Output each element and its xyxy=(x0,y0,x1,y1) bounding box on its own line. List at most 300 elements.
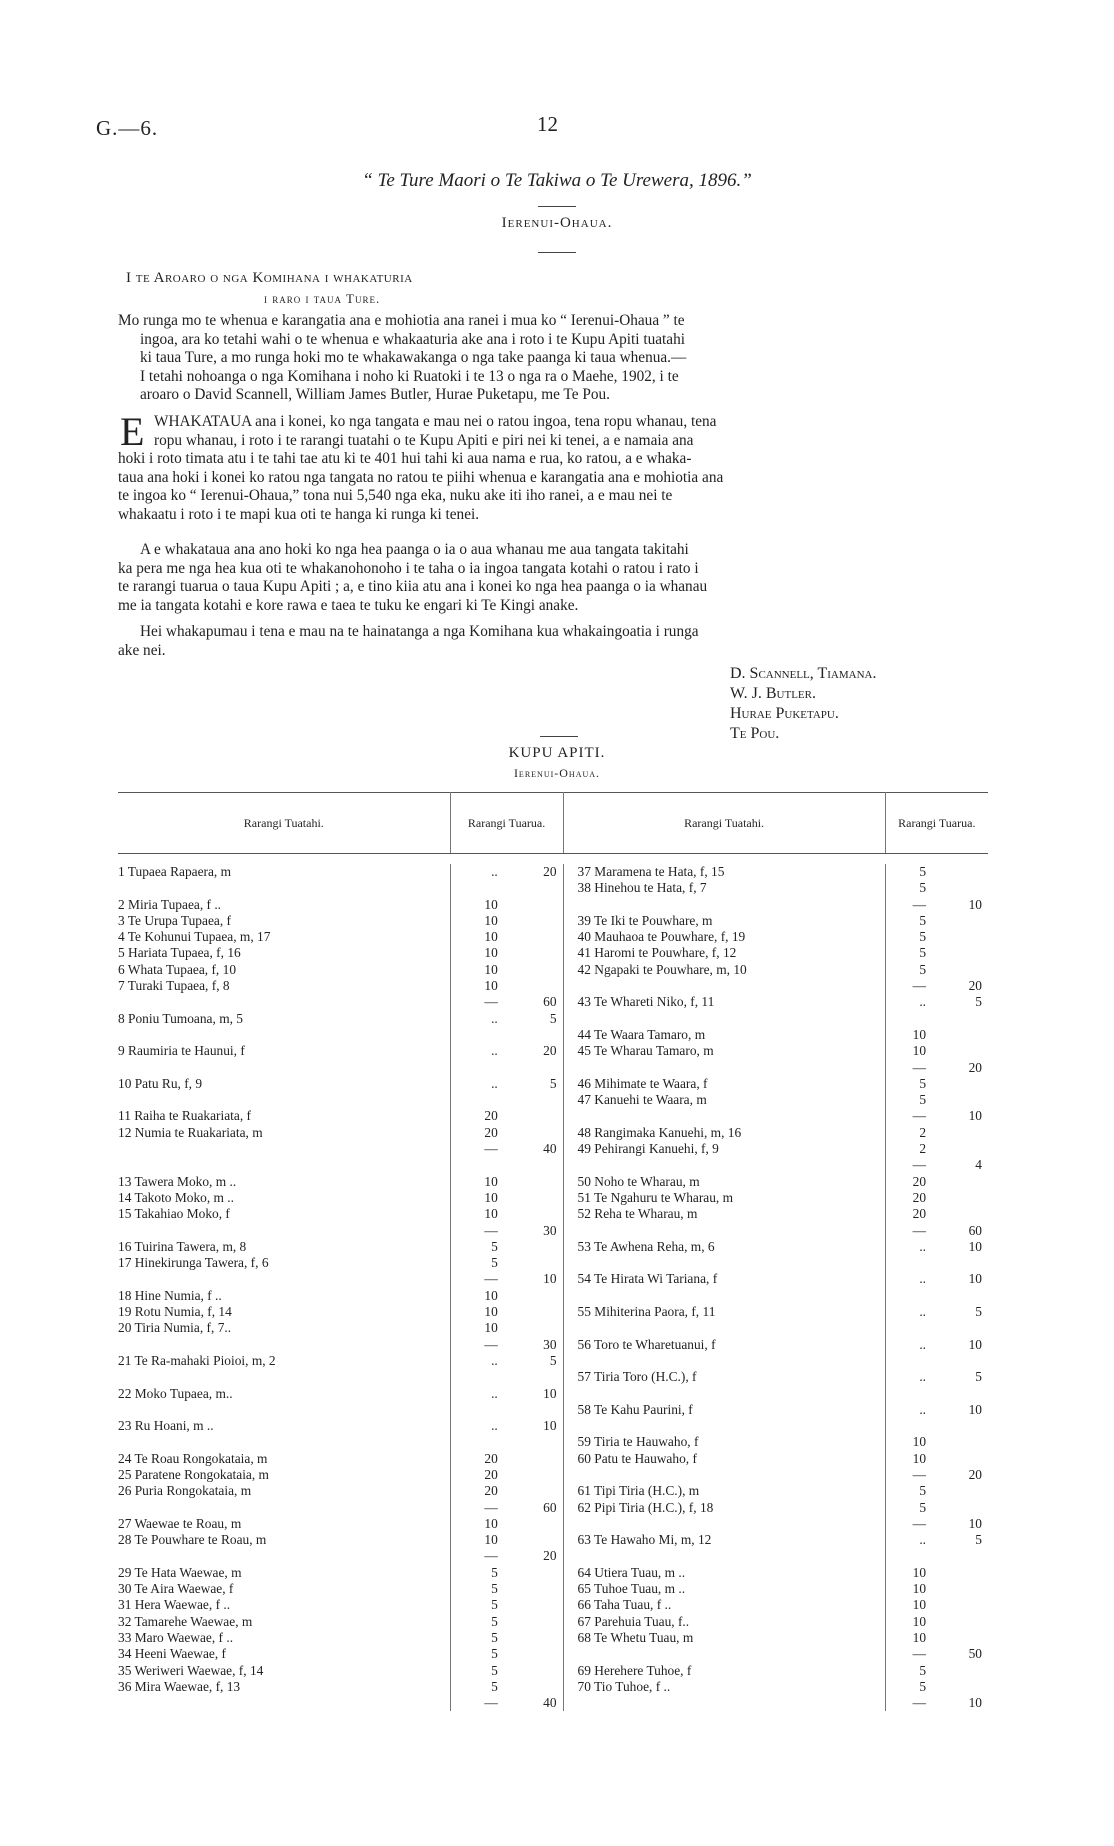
table-row xyxy=(118,1125,988,1141)
right-family-share xyxy=(932,1548,988,1564)
left-family-share xyxy=(504,1516,563,1532)
right-individual-share: .. xyxy=(919,1271,927,1287)
table-row xyxy=(118,1011,988,1027)
right-individual-share: 10 xyxy=(912,1629,927,1645)
right-family-share xyxy=(932,1581,988,1597)
right-family-share: 10 xyxy=(968,1238,982,1254)
left-family-share xyxy=(504,1483,563,1499)
left-name-cell: 34 Heeni Waewae, f xyxy=(118,1646,226,1662)
left-name-cell: 8 Poniu Tumoana, m, 5 xyxy=(118,1010,244,1026)
left-family-share xyxy=(504,1125,563,1141)
table-row xyxy=(118,978,988,994)
table-row xyxy=(118,1141,988,1157)
leader-dots xyxy=(426,1548,451,1564)
divider xyxy=(538,252,576,253)
leader-dots xyxy=(426,1695,451,1711)
left-name-cell xyxy=(118,880,426,896)
right-individual-share: — xyxy=(912,1466,927,1482)
left-name-cell xyxy=(118,1223,426,1239)
intro-line-1: I te Aroaro o nga Komihana i whakaturia xyxy=(126,270,413,286)
left-family-share xyxy=(504,1239,563,1255)
right-family-share xyxy=(932,1500,988,1516)
shares-line: ka pera me nga hea kua oti te whakanohonoho i te taha o ia ingoa tangata kotahi o ratou i rato i xyxy=(118,559,699,577)
leader-dots xyxy=(854,1320,885,1336)
leader-dots xyxy=(426,1239,451,1255)
table-row xyxy=(118,1679,988,1695)
right-individual-share: 10 xyxy=(912,1434,927,1450)
right-family-share: 5 xyxy=(975,1304,982,1320)
table-row xyxy=(118,1451,988,1467)
right-family-share xyxy=(932,1141,988,1157)
right-family-share: 5 xyxy=(975,1532,982,1548)
table-row xyxy=(118,1271,988,1287)
right-individual-share xyxy=(885,1255,932,1271)
left-name-cell: 12 Numia te Ruakariata, m xyxy=(118,1124,263,1140)
right-individual-share: — xyxy=(912,1108,927,1124)
order-line: WHAKATAUA ana i konei, ko nga tangata e mau nei o ratou ingoa, tena ropu whanau, tena xyxy=(154,413,717,430)
right-individual-share: 10 xyxy=(912,1613,927,1629)
right-name-cell: 68 Te Whetu Tuau, m xyxy=(577,1629,694,1645)
leader-dots xyxy=(854,994,885,1010)
leader-dots xyxy=(854,913,885,929)
leader-dots xyxy=(854,962,885,978)
left-individual-share: — xyxy=(484,994,498,1010)
left-name-cell: 18 Hine Numia, f .. xyxy=(118,1287,222,1303)
header-rarangi-tuarua-right: Rarangi Tuarua. xyxy=(885,793,988,854)
page-number: 12 xyxy=(537,112,558,136)
leader-dots xyxy=(426,1353,451,1369)
right-family-share xyxy=(932,1027,988,1043)
right-individual-share: 10 xyxy=(912,1026,927,1042)
left-individual-share: .. xyxy=(491,864,498,879)
leader-dots xyxy=(854,1011,885,1027)
right-family-share xyxy=(932,1190,988,1206)
leader-dots xyxy=(854,1630,885,1646)
table-row xyxy=(118,1288,988,1304)
left-name-cell: 31 Hera Waewae, f .. xyxy=(118,1597,231,1613)
left-name-cell: 2 Miria Tupaea, f .. xyxy=(118,896,222,912)
leader-dots xyxy=(854,1223,885,1239)
right-individual-share: 5 xyxy=(919,1678,927,1694)
leader-dots xyxy=(426,1141,451,1157)
right-name-cell xyxy=(563,897,854,913)
leader-dots xyxy=(426,1630,451,1646)
left-individual-share: 20 xyxy=(484,1450,498,1466)
table-row xyxy=(118,1076,988,1092)
leader-dots xyxy=(854,1043,885,1059)
left-family-share xyxy=(504,1679,563,1695)
left-individual-share: .. xyxy=(491,1352,498,1368)
right-individual-share: 10 xyxy=(912,1043,927,1059)
leader-dots xyxy=(426,913,451,929)
signatory: Te Pou. xyxy=(730,725,780,742)
left-family-share xyxy=(504,1108,563,1124)
right-name-cell xyxy=(563,1157,854,1173)
table-row xyxy=(118,1402,988,1418)
leader-dots xyxy=(854,1548,885,1564)
leader-dots xyxy=(426,1451,451,1467)
right-name-cell: 58 Te Kahu Paurini, f xyxy=(577,1401,693,1417)
right-individual-share: — xyxy=(912,1695,927,1711)
right-individual-share: 20 xyxy=(912,1173,927,1189)
right-individual-share: 2 xyxy=(919,1124,927,1140)
left-family-share: 5 xyxy=(504,1011,563,1027)
table-row xyxy=(118,864,988,880)
leader-dots xyxy=(854,1451,885,1467)
left-individual-share: 10 xyxy=(484,1206,498,1222)
right-individual-share xyxy=(885,1418,932,1434)
right-family-share xyxy=(932,1092,988,1108)
right-name-cell xyxy=(563,1060,854,1076)
right-name-cell: 47 Kanuehi te Waara, m xyxy=(577,1092,707,1108)
left-family-share xyxy=(504,1206,563,1222)
left-family-share xyxy=(504,1614,563,1630)
left-family-share: 20 xyxy=(504,864,563,880)
right-name-cell: 41 Haromi te Pouwhare, f, 12 xyxy=(577,945,737,961)
leader-dots xyxy=(854,1108,885,1124)
right-individual-share: 5 xyxy=(919,864,927,879)
left-family-share xyxy=(504,1060,563,1076)
right-name-cell xyxy=(563,1320,854,1336)
right-name-cell xyxy=(563,1418,854,1434)
table-row xyxy=(118,1548,988,1564)
table-row xyxy=(118,1043,988,1059)
leader-dots xyxy=(426,1483,451,1499)
leader-dots xyxy=(426,1565,451,1581)
right-name-cell: 59 Tiria te Hauwaho, f xyxy=(577,1434,699,1450)
right-family-share: 20 xyxy=(968,978,982,994)
leader-dots xyxy=(854,1500,885,1516)
left-name-cell: 27 Waewae te Roau, m xyxy=(118,1515,242,1531)
left-family-share xyxy=(504,978,563,994)
left-individual-share: — xyxy=(484,1695,498,1711)
leader-dots xyxy=(854,1353,885,1369)
leader-dots xyxy=(426,1337,451,1353)
leader-dots xyxy=(426,1386,451,1402)
leader-dots xyxy=(426,1125,451,1141)
left-family-share xyxy=(504,1565,563,1581)
right-individual-share: .. xyxy=(919,994,927,1010)
header-rarangi-tuarua-left: Rarangi Tuarua. xyxy=(450,793,563,854)
leader-dots xyxy=(426,1597,451,1613)
right-name-cell: 65 Tuhoe Tuau, m .. xyxy=(577,1581,686,1597)
left-family-share xyxy=(504,1402,563,1418)
right-individual-share: 2 xyxy=(919,1141,927,1157)
leader-dots xyxy=(426,1255,451,1271)
right-individual-share: 10 xyxy=(912,1581,927,1597)
right-family-share xyxy=(932,945,988,961)
leader-dots xyxy=(426,1076,451,1092)
left-name-cell xyxy=(118,1337,426,1353)
left-family-share: 60 xyxy=(504,994,563,1010)
order-line: whakaatu i roto i te mapi kua oti te hanga ki runga ki tenei. xyxy=(118,505,480,523)
left-family-share xyxy=(504,1255,563,1271)
right-family-share xyxy=(932,864,988,880)
page-reference: G.—6. xyxy=(96,116,159,140)
right-family-share: 60 xyxy=(968,1222,982,1238)
table-header-row xyxy=(118,793,988,854)
signatory: W. J. Butler. xyxy=(730,685,816,702)
left-name-cell: 24 Te Roau Rongokataia, m xyxy=(118,1450,268,1466)
shares-line: A e whakataua ana ano hoki ko nga hea paanga o ia o aua whanau me aua tangata takitahi xyxy=(140,541,689,558)
table-row xyxy=(118,1190,988,1206)
leader-dots xyxy=(426,1663,451,1679)
table-row xyxy=(118,1369,988,1385)
left-name-cell: 30 Te Aira Waewae, f xyxy=(118,1581,234,1597)
leader-dots xyxy=(854,1027,885,1043)
leader-dots xyxy=(426,1679,451,1695)
leader-dots xyxy=(426,1646,451,1662)
left-name-cell: 10 Patu Ru, f, 9 xyxy=(118,1075,203,1091)
left-individual-share: 5 xyxy=(491,1678,498,1694)
left-name-cell xyxy=(118,1027,426,1043)
right-family-share xyxy=(932,1353,988,1369)
right-individual-share xyxy=(885,1011,932,1027)
left-family-share xyxy=(504,880,563,896)
leader-dots xyxy=(854,1614,885,1630)
left-individual-share: — xyxy=(484,1336,498,1352)
table-row xyxy=(118,1630,988,1646)
table-row xyxy=(118,1434,988,1450)
right-name-cell: 42 Ngapaki te Pouwhare, m, 10 xyxy=(577,961,747,977)
leader-dots xyxy=(426,1060,451,1076)
right-name-cell: 51 Te Ngahuru te Wharau, m xyxy=(577,1189,734,1205)
right-name-cell: 63 Te Hawaho Mi, m, 12 xyxy=(577,1532,712,1548)
left-individual-share: 5 xyxy=(491,1629,498,1645)
table-row xyxy=(118,1565,988,1581)
left-individual-share: 10 xyxy=(484,1304,498,1320)
right-family-share xyxy=(932,1011,988,1027)
right-name-cell: 37 Maramena te Hata, f, 15 xyxy=(577,864,725,879)
leader-dots xyxy=(426,1434,451,1450)
right-individual-share: 5 xyxy=(919,880,927,896)
left-family-share xyxy=(504,913,563,929)
right-name-cell xyxy=(563,978,854,994)
attestation-line: ake nei. xyxy=(118,641,166,659)
right-name-cell: 49 Pehirangi Kanuehi, f, 9 xyxy=(577,1141,719,1157)
right-name-cell: 53 Te Awhena Reha, m, 6 xyxy=(577,1238,715,1254)
left-family-share: 20 xyxy=(504,1548,563,1564)
right-individual-share: — xyxy=(912,1222,927,1238)
table-row xyxy=(118,1386,988,1402)
leader-dots xyxy=(854,1206,885,1222)
left-name-cell: 17 Hinekirunga Tawera, f, 6 xyxy=(118,1255,269,1271)
leader-dots xyxy=(854,1418,885,1434)
left-name-cell: 25 Paratene Rongokataia, m xyxy=(118,1466,269,1482)
right-name-cell xyxy=(563,1467,854,1483)
right-family-share xyxy=(932,1076,988,1092)
right-name-cell: 45 Te Wharau Tamaro, m xyxy=(577,1043,714,1059)
left-family-share xyxy=(504,1597,563,1613)
left-family-share: 10 xyxy=(504,1386,563,1402)
right-family-share xyxy=(932,1679,988,1695)
left-individual-share: 10 xyxy=(484,961,498,977)
right-name-cell xyxy=(563,1011,854,1027)
left-individual-share: 20 xyxy=(484,1124,498,1140)
right-name-cell: 64 Utiera Tuau, m .. xyxy=(577,1564,686,1580)
right-family-share xyxy=(932,1614,988,1630)
leader-dots xyxy=(854,978,885,994)
table-row xyxy=(118,1223,988,1239)
preamble-paragraph xyxy=(118,312,988,405)
leader-dots xyxy=(854,1516,885,1532)
left-individual-share: 10 xyxy=(484,1515,498,1531)
left-individual-share xyxy=(450,1402,504,1418)
right-family-share xyxy=(932,1418,988,1434)
right-individual-share: — xyxy=(912,1646,927,1662)
left-individual-share: 5 xyxy=(491,1662,498,1678)
preamble-line: aroaro o David Scannell, William James Butler, Hurae Puketapu, me Te Pou. xyxy=(140,386,610,404)
table-row xyxy=(118,1646,988,1662)
left-individual-share: — xyxy=(484,1548,498,1564)
right-name-cell: 44 Te Waara Tamaro, m xyxy=(577,1026,706,1042)
right-individual-share: 5 xyxy=(919,1092,927,1108)
left-individual-share xyxy=(450,880,504,896)
left-family-share xyxy=(504,1174,563,1190)
left-individual-share: 5 xyxy=(491,1238,498,1254)
left-family-share xyxy=(504,929,563,945)
right-name-cell: 40 Mauhaoa te Pouwhare, f, 19 xyxy=(577,929,746,945)
leader-dots xyxy=(854,1532,885,1548)
right-individual-share: 5 xyxy=(919,945,927,961)
left-name-cell xyxy=(118,1500,426,1516)
right-individual-share: .. xyxy=(919,1304,927,1320)
right-family-share xyxy=(932,880,988,896)
left-individual-share: 10 xyxy=(484,1189,498,1205)
schedule-body xyxy=(118,864,988,1711)
right-name-cell: 66 Taha Tuau, f .. xyxy=(577,1597,672,1613)
leader-dots xyxy=(426,962,451,978)
leader-dots xyxy=(854,1288,885,1304)
left-individual-share: 5 xyxy=(491,1597,498,1613)
right-individual-share: 5 xyxy=(919,961,927,977)
leader-dots xyxy=(426,1516,451,1532)
leader-dots xyxy=(854,897,885,913)
left-family-share xyxy=(504,1190,563,1206)
leader-dots xyxy=(854,880,885,896)
left-family-share: 5 xyxy=(504,1076,563,1092)
table-row xyxy=(118,1500,988,1516)
left-individual-share: 5 xyxy=(491,1255,498,1271)
left-name-cell: 33 Maro Waewae, f .. xyxy=(118,1629,234,1645)
table-row xyxy=(118,1206,988,1222)
table-row xyxy=(118,1027,988,1043)
left-name-cell xyxy=(118,1092,426,1108)
left-name-cell: 3 Te Urupa Tupaea, f xyxy=(118,912,231,928)
left-individual-share: 10 xyxy=(484,1287,498,1303)
left-individual-share: .. xyxy=(491,1075,498,1091)
right-name-cell: 55 Mihiterina Paora, f, 11 xyxy=(577,1304,716,1320)
right-name-cell: 48 Rangimaka Kanuehi, m, 16 xyxy=(577,1124,742,1140)
shares-line: me ia tangata kotahi e kore rawa e taea te tuku ke engari ki Te Kingi anake. xyxy=(118,596,579,614)
table-row xyxy=(118,897,988,913)
right-individual-share: 10 xyxy=(912,1564,927,1580)
right-family-share: 10 xyxy=(968,1336,982,1352)
left-name-cell: 26 Puria Rongokataia, m xyxy=(118,1483,252,1499)
left-individual-share: 10 xyxy=(484,1173,498,1189)
left-family-share xyxy=(504,1532,563,1548)
left-individual-share: 20 xyxy=(484,1483,498,1499)
table-row xyxy=(118,1255,988,1271)
right-family-share xyxy=(932,1288,988,1304)
left-family-share: 10 xyxy=(504,1418,563,1434)
signatory: D. Scannell, Tiamana. xyxy=(730,665,877,682)
leader-dots xyxy=(426,1418,451,1434)
table-row xyxy=(118,1581,988,1597)
right-name-cell xyxy=(563,1255,854,1271)
right-individual-share xyxy=(885,1288,932,1304)
leader-dots xyxy=(426,1027,451,1043)
left-family-share: 5 xyxy=(504,1353,563,1369)
leader-dots xyxy=(426,1206,451,1222)
left-family-share xyxy=(504,1451,563,1467)
left-name-cell xyxy=(118,994,426,1010)
right-individual-share: 20 xyxy=(912,1206,927,1222)
right-individual-share: .. xyxy=(919,1336,927,1352)
right-family-share: 10 xyxy=(968,1695,982,1711)
left-individual-share: 10 xyxy=(484,929,498,945)
right-name-cell: 69 Herehere Tuhoe, f xyxy=(577,1662,692,1678)
left-name-cell xyxy=(118,1434,426,1450)
right-family-share: 10 xyxy=(968,1401,982,1417)
leader-dots xyxy=(854,1337,885,1353)
left-name-cell: 19 Rotu Numia, f, 14 xyxy=(118,1304,232,1320)
leader-dots xyxy=(426,945,451,961)
right-individual-share: 5 xyxy=(919,929,927,945)
right-family-share: 5 xyxy=(975,1369,982,1385)
left-family-share: 40 xyxy=(504,1141,563,1157)
leader-dots xyxy=(854,1597,885,1613)
left-name-cell: 15 Takahiao Moko, f xyxy=(118,1206,230,1222)
right-name-cell xyxy=(563,1223,854,1239)
leader-dots xyxy=(426,994,451,1010)
right-name-cell xyxy=(563,1386,854,1402)
leader-dots xyxy=(426,1271,451,1287)
left-family-share xyxy=(504,945,563,961)
right-name-cell: 52 Reha te Wharau, m xyxy=(577,1206,698,1222)
leader-dots xyxy=(854,1076,885,1092)
right-name-cell: 62 Pipi Tiria (H.C.), f, 18 xyxy=(577,1499,714,1515)
right-family-share xyxy=(932,1206,988,1222)
left-family-share: 60 xyxy=(504,1500,563,1516)
leader-dots xyxy=(854,1646,885,1662)
left-name-cell: 6 Whata Tupaea, f, 10 xyxy=(118,961,237,977)
left-family-share xyxy=(504,1027,563,1043)
right-family-share: 10 xyxy=(968,1108,982,1124)
left-family-share xyxy=(504,1663,563,1679)
right-name-cell: 39 Te Iki te Pouwhare, m xyxy=(577,912,713,928)
act-title: “ Te Ture Maori o Te Takiwa o Te Urewera, 1896.” xyxy=(362,170,752,191)
leader-dots xyxy=(426,897,451,913)
left-name-cell: 28 Te Pouwhare te Roau, m xyxy=(118,1532,267,1548)
left-individual-share: — xyxy=(484,1141,498,1157)
left-family-share xyxy=(504,897,563,913)
table-row xyxy=(118,1597,988,1613)
left-individual-share: 10 xyxy=(484,945,498,961)
left-family-share: 30 xyxy=(504,1337,563,1353)
right-name-cell: 46 Mihimate te Waara, f xyxy=(577,1075,708,1091)
right-family-share xyxy=(932,929,988,945)
left-individual-share: 20 xyxy=(484,1108,498,1124)
right-individual-share: — xyxy=(912,1059,927,1075)
right-family-share xyxy=(932,1125,988,1141)
left-name-cell: 14 Takoto Moko, m .. xyxy=(118,1189,234,1205)
right-individual-share xyxy=(885,1548,932,1564)
leader-dots xyxy=(854,929,885,945)
left-name-cell xyxy=(118,1271,426,1287)
left-name-cell: 29 Te Hata Waewae, m xyxy=(118,1564,242,1580)
leader-dots xyxy=(854,1483,885,1499)
